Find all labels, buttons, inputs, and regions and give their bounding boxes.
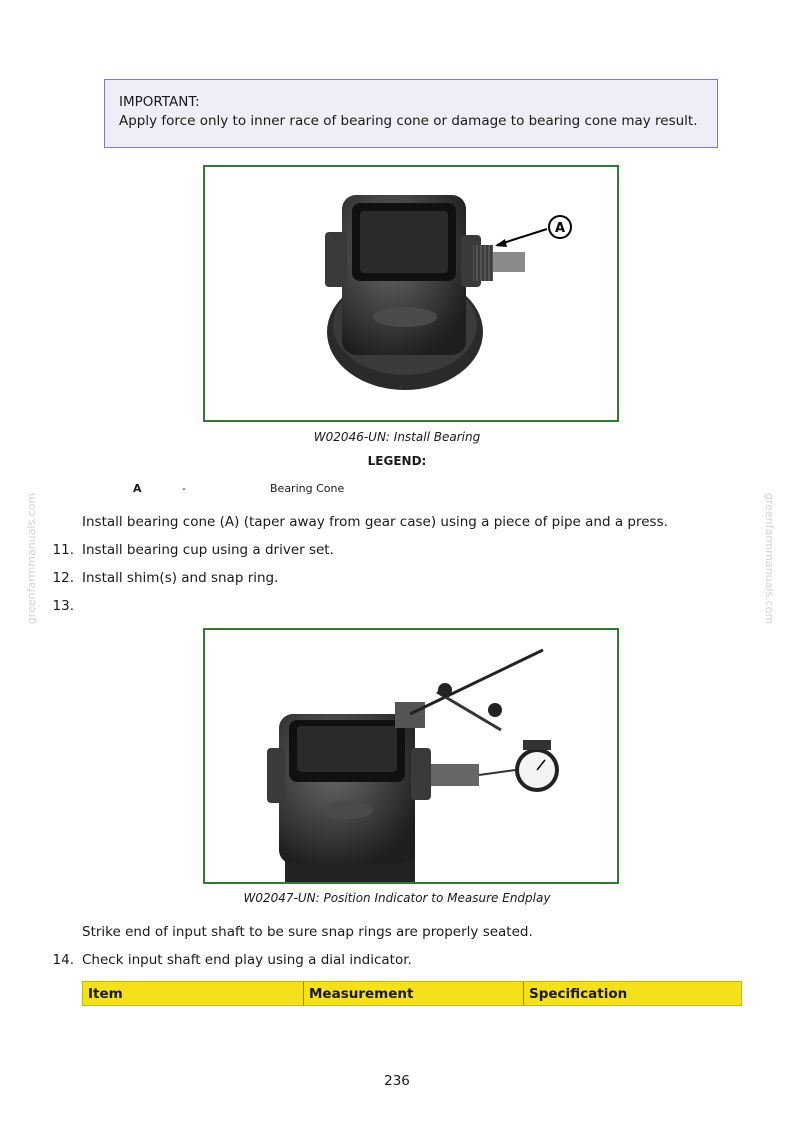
install-bearing-figure (203, 165, 619, 422)
column-header-specification: Specification (523, 982, 741, 1005)
column-header-measurement: Measurement (303, 982, 523, 1005)
step-11-text: Install bearing cup using a driver set. (82, 542, 334, 558)
callout-a-label: A (554, 221, 566, 236)
step-13-text: Strike end of input shaft to be sure snap rings are properly seated. (82, 924, 533, 940)
dial-indicator-photo (205, 630, 617, 882)
watermark-left: greenfarmmanuals.com (25, 492, 39, 625)
step-12-text: Install shim(s) and snap ring. (82, 570, 279, 586)
legend-title: LEGEND: (367, 454, 427, 468)
step-13-number: 13. (52, 598, 74, 614)
important-notice (104, 79, 718, 148)
important-text: Apply force only to inner race of bearing cone or damage to bearing cone may result. (119, 113, 698, 129)
page-number: 236 (384, 1073, 410, 1089)
step-14-text: Check input shaft end play using a dial indicator. (82, 952, 412, 968)
step-10-text: Install bearing cone (A) (taper away from gear case) using a piece of pipe and a press. (82, 514, 668, 530)
figure1-caption: W02046-UN: Install Bearing (313, 430, 481, 444)
legend-key: A (133, 482, 142, 495)
spec-table-header (82, 981, 742, 1006)
step-12-number: 12. (52, 570, 74, 586)
column-header-item: Item (88, 986, 123, 1002)
position-indicator-figure (203, 628, 619, 884)
legend-description: Bearing Cone (270, 482, 345, 495)
important-title: IMPORTANT: (119, 94, 200, 110)
step-14-number: 14. (52, 952, 74, 968)
step-11-number: 11. (52, 542, 74, 558)
gear-case-photo (205, 167, 617, 420)
legend-dash: - (182, 482, 186, 495)
figure2-caption: W02047-UN: Position Indicator to Measure Endplay (243, 891, 551, 905)
watermark-right: greenfarmmanuals.com (763, 492, 777, 625)
